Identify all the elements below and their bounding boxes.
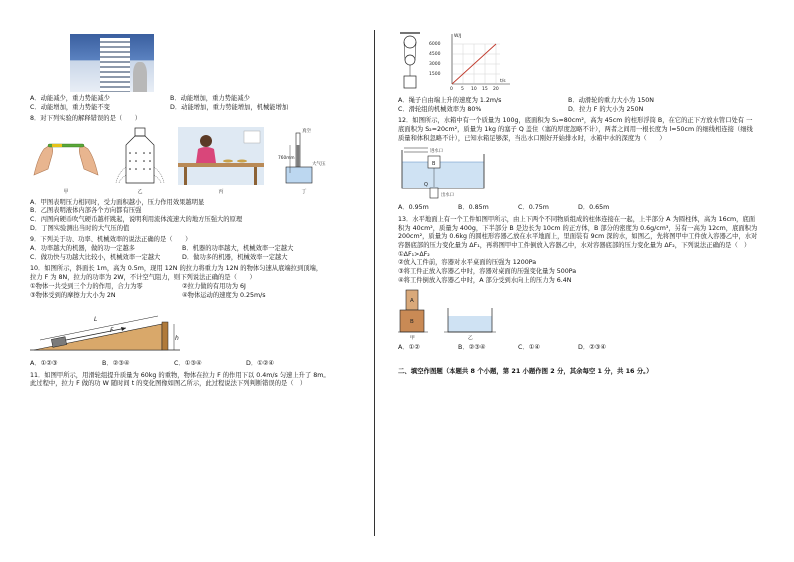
q13-option-d[interactable]: D．②③④ [578, 344, 607, 351]
q12-option-a[interactable]: A．0.95m [398, 204, 429, 212]
q12-option-b[interactable]: B．0.85m [458, 204, 489, 212]
q12-label-outlet: 出水口 [441, 193, 454, 199]
q11-ytick-3000: 3000 [429, 62, 441, 67]
q12-option-d[interactable]: D．0.65m [578, 204, 610, 212]
q11-figures [398, 32, 758, 94]
q13-figure [398, 288, 758, 344]
q10-statement-1: ①物体一共受到三个力的作用，合力为零 [30, 282, 143, 290]
q8-fig-jia-svg [30, 127, 102, 185]
q13-caption-yi: 乙 [468, 336, 473, 341]
q13-option-c[interactable]: C．①④ [518, 344, 540, 351]
q10-statement-3: ③物体受到的摩擦力大小为 2N [30, 291, 116, 299]
q9-options-row-1 [30, 245, 370, 254]
q12-options [398, 204, 758, 213]
q10-statements-row-2 [30, 292, 370, 301]
q11-option-b[interactable]: B．动滑轮的重力大小为 150N [568, 97, 655, 104]
q9-option-a[interactable]: A．功率越大的机器，做的功一定越多 [30, 245, 136, 253]
q12-label-q: Q [424, 182, 428, 189]
q8-option-b[interactable]: B．乙图表明液体内部各个方向都有压强 [30, 207, 142, 215]
q13-option-a[interactable]: A．①② [398, 344, 420, 351]
q7-options-row-2 [30, 104, 370, 113]
q11-graph-ylabel: W/J [454, 34, 462, 39]
q8-fig-jia [30, 127, 102, 196]
q8-stem: 8．对下列实验的解释错误的是（ ） [30, 115, 142, 123]
q10-label-f: F [110, 327, 114, 335]
q11-xtick-15: 15 [482, 87, 488, 92]
q13-options [398, 344, 758, 353]
q13-option-b[interactable]: B．②③④ [458, 344, 486, 351]
q11-ytick-6000: 6000 [429, 42, 441, 47]
right-column [398, 32, 758, 376]
q10-statements-row-1 [30, 283, 370, 292]
q10-label-h: h [175, 335, 179, 343]
q12-option-c[interactable]: C．0.75m [518, 204, 549, 212]
q11-graph-svg [428, 32, 512, 94]
q13-label-a: A [410, 298, 414, 305]
q9-option-c[interactable]: C．做功快与功越大比较小，机械效率一定越大 [30, 253, 161, 261]
q8-label-atm: 大气压 [312, 162, 326, 168]
q11-ytick-1500: 1500 [429, 72, 441, 77]
q7-option-d[interactable]: D．动能增加，重力势能增加，机械能增加 [170, 103, 289, 111]
q10-statement-4: ④物体运动的速度为 0.25m/s [182, 291, 266, 299]
q10-label-l: L [94, 316, 98, 324]
q8-caption-jia: 甲 [63, 188, 69, 195]
q10-option-d[interactable]: D．①②④ [246, 359, 275, 367]
q9-option-b[interactable]: B．机器的功率越大，机械效率一定越大 [182, 245, 294, 253]
q10-incline-svg [30, 304, 180, 356]
q11-stem-1: 11．如图甲所示，用滑轮组提升质量为 60kg 的重物，物体在拉力 F 的作用下以 0.4m/s 匀速上升了 8m。 [30, 371, 330, 379]
q8-label-vacuum: 真空 [302, 129, 311, 135]
q7-option-a[interactable]: A．动能减少，重力势能减少 [30, 95, 110, 102]
q13-stem: 13．水平地面上有一个工件如图甲所示，由上下两个不同物质组成的柱体连接在一起，上半部分 A 为圆柱体，高为 16cm，底面积为 40cm²，质量为 400g，下半部分 B 是边长为 10cm 的正方体，B 部分的密度为 0.6g/cm³，另有一高为 12cm，底面积为 200cm²，质量为 0.6kg 的圆柱形容器乙放在水平地面上，里面装有 9cm 深的水，如图乙，先将图甲中工件放入容器乙中，水对容器底部的压力变化量为 ΔF₁，再将图甲中工件倒放入容器乙中，水对容器底部的压力变化量为 ΔF₂，下列说法正确的是（ ） [398, 215, 758, 249]
q7-option-b[interactable]: B．动能增加，重力势能减少 [170, 95, 250, 102]
q10-options [30, 360, 370, 369]
q11-option-d[interactable]: D．拉力 F 的大小为 250N [568, 105, 644, 113]
q11-stem-2: 此过程中，拉力 F 做的功 W 随时间 t 的变化图像如图乙所示，此过程说法下列判断错误的是（ ） [30, 380, 307, 388]
q10-option-a[interactable]: A．①②③ [30, 359, 58, 367]
q11-xtick-10: 10 [471, 87, 477, 92]
q11-xtick-5: 5 [461, 87, 464, 92]
q11-graph-xunit: t/s [500, 79, 506, 84]
section-2-title: 二、填空作图题（本题共 8 个小题，第 21 小题作图 2 分，其余每空 1 分，共 16 分。） [398, 366, 653, 375]
q12-label-inlet: 进水口 [430, 149, 443, 155]
q13-figure-svg [398, 288, 508, 340]
q11-ytick-4500: 4500 [429, 52, 441, 57]
q8-figures [30, 127, 370, 196]
q8-fig-yi [114, 127, 166, 196]
q8-option-d[interactable]: D．丁图实验测出当时的大气压的值 [30, 224, 130, 232]
q10-stem-2: 拉力 F 为 8N，拉力的功率为 2W，不计空气阻力，则下列说法正确的是（ ） [30, 274, 256, 282]
q11-xtick-0: 0 [450, 87, 453, 92]
q13-caption-jia: 甲 [410, 336, 415, 341]
q13-statement-4: ④将工件倒放入容器乙中时，A 部分受到水向上的压力为 6.4N [398, 276, 572, 284]
q8-caption-bing: 丙 [218, 188, 224, 195]
q13-statement-2: ②放入工件前，容器对水平桌面的压强为 1200Pa [398, 259, 537, 267]
q11-options-row-2 [398, 106, 758, 115]
q10-option-c[interactable]: C．①③④ [174, 359, 202, 367]
q9-stem: 9．下列关于功、功率、机械效率的说法正确的是（ ） [30, 236, 192, 244]
q8-fig-bing-svg [178, 127, 264, 185]
q7-photo [70, 34, 154, 92]
q11-option-c[interactable]: C．滑轮组的机械效率为 80% [398, 105, 482, 113]
q12-stem: 12．如图所示，水箱中有一个质量为 100g，底面积为 S₁=80cm²，高为 45cm 的柱形浮筒 B，在它的正下方放水管口处有 一底面积为 S₂=20cm²，质量为 1kg 的塞子 Q 盖住（塞的厚度忽略不计），两者之间用一根长度为 l=50cm 的细线相连接（细线质量和体积忽略不计），已知水箱足够深，当出水口刚好开始排水时，水箱中水的深度为（ ） [398, 117, 753, 142]
q12-tank-svg [398, 146, 488, 200]
q7-photo-stack [133, 62, 147, 92]
q9-option-d[interactable]: D．做功多的机器，机械效率一定越大 [182, 253, 288, 261]
q11-pulley-svg [398, 32, 422, 94]
q7-options-row-1 [30, 95, 370, 104]
column-divider [374, 30, 375, 536]
q10-figure [30, 304, 370, 360]
q10-option-b[interactable]: B．②③④ [102, 359, 130, 367]
q8-fig-ding [276, 127, 332, 196]
q10-statement-2: ②拉力做的有用功为 6J [182, 282, 246, 290]
q9-options-row-2 [30, 254, 370, 263]
q8-caption-ding: 丁 [301, 188, 307, 195]
q8-fig-yi-svg [114, 127, 166, 185]
q8-label-760mm: 760mm [278, 156, 295, 162]
q13-statement-3: ③将工件正放入容器乙中时，容器对桌面的压强变化量为 500Pa [398, 267, 577, 275]
q7-photo-tower [100, 38, 130, 92]
q13-statement-1: ①ΔF₁>ΔF₂ [398, 250, 430, 258]
q8-caption-yi: 乙 [137, 188, 143, 195]
q7-option-c[interactable]: C．动能增加，重力势能不变 [30, 103, 110, 111]
q11-options-row-1 [398, 97, 758, 106]
q10-stem-1: 10．如图所示，斜面长 1m，高为 0.5m，现用 12N 的拉力将重力为 12N 的物体匀速从底端拉到顶端， [30, 265, 323, 273]
q8-fig-bing [178, 127, 264, 196]
q8-option-a[interactable]: A．甲图表明压力相同时，受力面积越小，压力作用效果越明显 [30, 198, 205, 206]
q13-label-b: B [410, 319, 414, 326]
q11-xtick-20: 20 [493, 87, 499, 92]
q12-figure [398, 146, 758, 204]
left-column [30, 34, 370, 389]
q8-option-c[interactable]: C．丙图向硬币吹气硬币越杆跳起，说明利用流体流速大的地方压强大的原理 [30, 216, 243, 224]
q8-fig-ding-svg [276, 127, 332, 185]
q11-option-a[interactable]: A．绳子自由端上升的速度为 1.2m/s [398, 97, 502, 104]
q12-label-b: B [432, 161, 436, 168]
